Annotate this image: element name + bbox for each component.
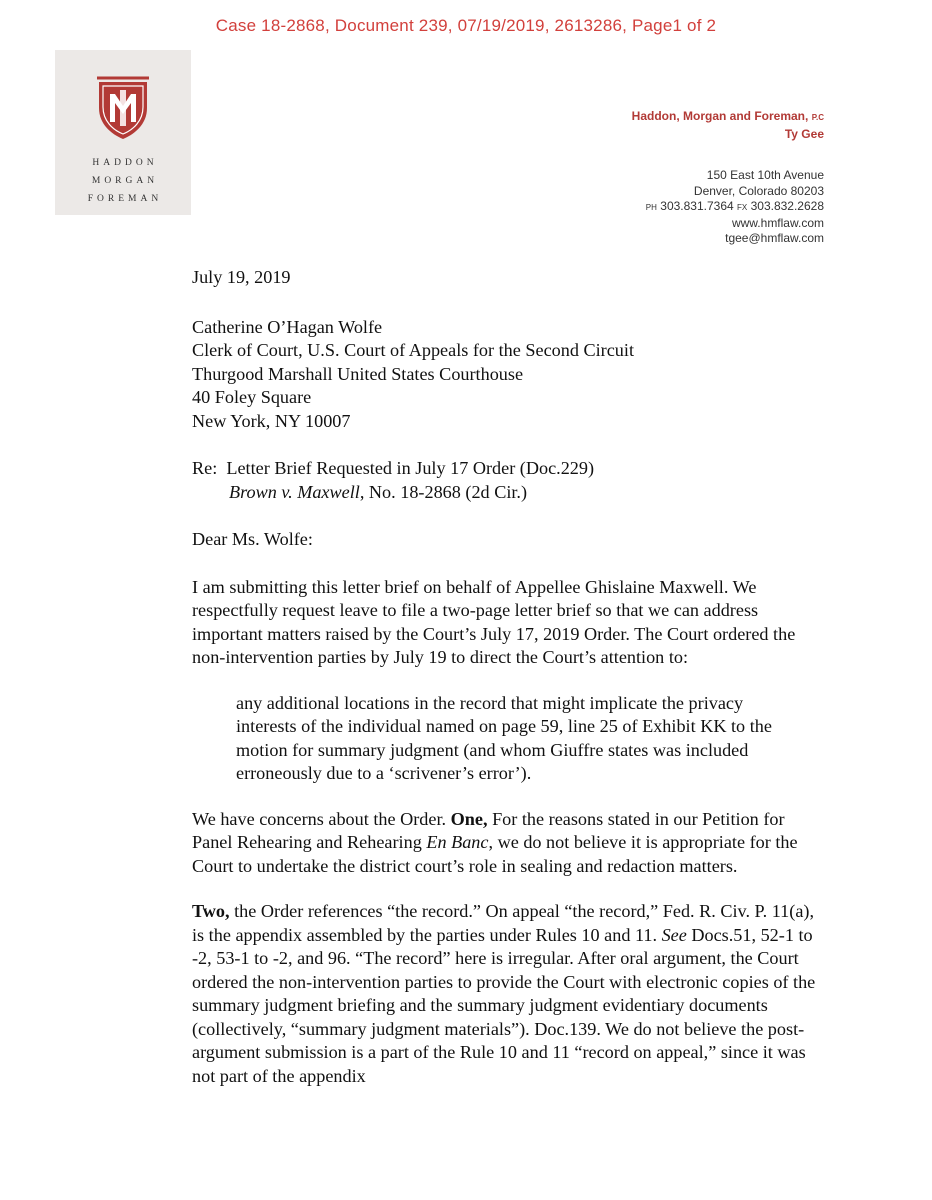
website-link[interactable]: www.hmflaw.com <box>731 215 824 230</box>
paragraph-one <box>192 808 824 879</box>
en-banc-text: En Banc <box>426 832 489 852</box>
shield-logo-icon <box>93 72 153 142</box>
case-name: Brown v. Maxwell <box>229 481 360 502</box>
see-signal: See <box>661 924 687 945</box>
addressee-block <box>192 316 892 434</box>
firm-address <box>646 168 824 247</box>
logo-word-morgan: MORGAN <box>91 176 159 186</box>
paragraph-intro: I am submitting this letter brief on behalf of Appellee Ghislaine Maxwell. We respectfully request leave to file a two-page letter brief so that we can address important matters raised by the Court’s July 17, 2019 Order. The Court ordered the non-intervention parties by July 19 to direct the Court’s attention to: <box>192 576 796 667</box>
firm-name: Haddon, Morgan and Foreman, <box>631 109 809 123</box>
address-street: 150 East 10th Avenue <box>706 168 824 182</box>
para-one-lead: We have concerns about the Order. <box>192 808 451 829</box>
para-two-text: the Order references “the record.” On appeal “the record,” Fed. R. Civ. P. 11(a), is the appendix assembled by the parties under Rules 10 and 11. <box>192 901 814 945</box>
fax-label: FX <box>737 203 748 212</box>
firm-suffix: P.C <box>811 113 824 122</box>
logo-word-foreman: FOREMAN <box>87 194 163 204</box>
para-two-tail: Docs.51, 52-1 to -2, 53-1 to -2, and 96. “The record” here is irregular. After oral argument, the Court ordered the non-intervention parties to provide the Court with electronic copies of the summary judgment briefing and the summary judgment evidentiary documents (collectively, “summary judgment materials”). Doc.139. We do not believe the post-argument submission is a part of the Rule 10 and 11 “record on appeal,” since it was not part of the appendix <box>192 924 816 1086</box>
attorney-name: Ty Gee <box>784 127 824 141</box>
addressee-line: Catherine O’Hagan Wolfe <box>192 316 383 337</box>
logo-word-haddon: HADDON <box>92 158 158 168</box>
case-header: Case 18-2868, Document 239, 07/19/2019, 2613286, Page1 of 2 <box>215 16 717 35</box>
subject-line-2 <box>192 481 892 505</box>
para-one-tail: , we do not believe it is appropriate for the Court to undertake the district court’s role in sealing and redaction matters. <box>192 832 798 876</box>
paragraph-two <box>192 900 824 1088</box>
subject-line-1 <box>192 457 892 481</box>
firm-logo <box>55 50 191 215</box>
subject-line <box>192 457 892 504</box>
re-label: Re: <box>192 458 218 478</box>
case-number: , No. 18-2868 (2d Cir.) <box>359 481 528 502</box>
letter-date: July 19, 2019 <box>192 267 291 287</box>
email-link[interactable]: tgee@hmflaw.com <box>725 231 824 245</box>
fax-number: 303.832.2628 <box>750 199 824 213</box>
address-phones <box>646 199 824 216</box>
firm-name-line <box>632 108 824 126</box>
addressee-line: New York, NY 10007 <box>192 410 351 431</box>
address-city: Denver, Colorado 80203 <box>693 183 824 198</box>
point-two-label: Two, <box>192 901 230 921</box>
phone-number: 303.831.7364 <box>660 199 734 213</box>
addressee-line: 40 Foley Square <box>192 387 312 407</box>
point-one-label: One, <box>450 808 488 829</box>
addressee-line: Thurgood Marshall United States Courthouse <box>192 363 524 384</box>
firm-letterhead <box>632 108 824 142</box>
salutation: Dear Ms. Wolfe: <box>192 529 313 549</box>
phone-label: PH <box>645 203 657 212</box>
para-one-text: For the reasons stated in our Petition for Panel Rehearing and Rehearing <box>192 808 785 852</box>
addressee-line: Clerk of Court, U.S. Court of Appeals for the Second Circuit <box>192 340 634 360</box>
re-subject: Letter Brief Requested in July 17 Order (Doc.229) <box>226 458 595 478</box>
letter-body <box>192 266 892 1110</box>
block-quote: any additional locations in the record that might implicate the privacy interests of the individual named on page 59, line 25 of Exhibit KK to the motion for summary judgment (and whom Giuffre states was included erroneously due to a ‘scrivener’s error’). <box>236 692 772 783</box>
